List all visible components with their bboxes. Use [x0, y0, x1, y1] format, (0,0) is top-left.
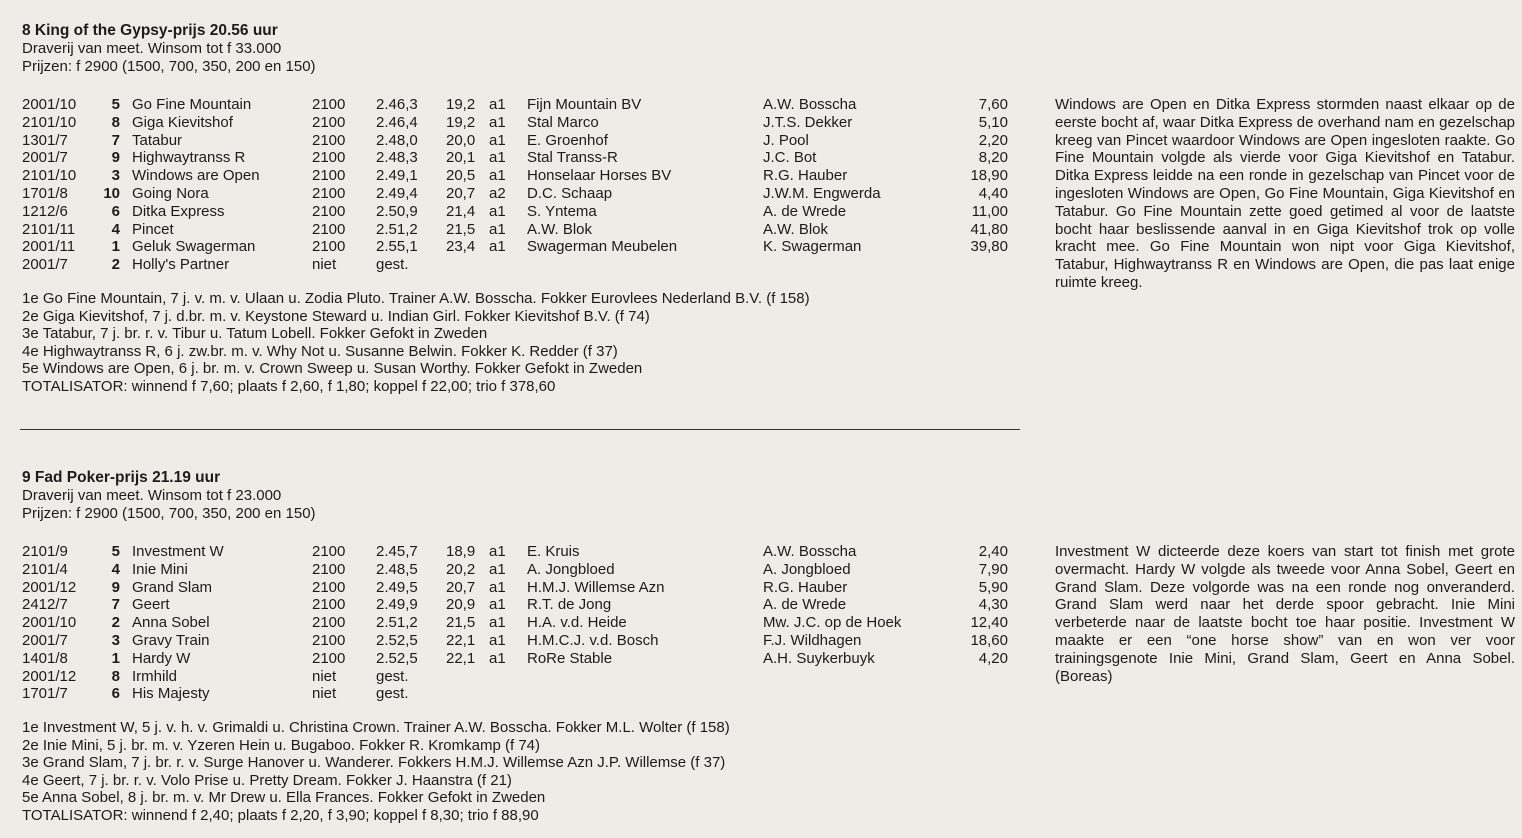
km-time: 20,5	[446, 167, 476, 185]
owner: A.W. Blok	[527, 220, 593, 238]
distance: 2100	[312, 131, 346, 149]
start-number: 6	[111, 202, 120, 220]
result-row	[22, 668, 1022, 686]
result-row	[22, 596, 1022, 614]
form-code: 2001/10	[22, 614, 77, 632]
start-position: a1	[489, 614, 506, 632]
form-code: 2001/7	[22, 631, 68, 649]
owner: Stal Transs-R	[527, 149, 618, 167]
distance: niet	[312, 685, 337, 703]
start-position: a1	[489, 202, 506, 220]
horse-name: Inie Mini	[132, 560, 188, 578]
race-time: 2.46,3	[376, 96, 418, 113]
km-time: 21,4	[446, 202, 476, 220]
race-time: 2.48,0	[376, 131, 418, 149]
distance: 2100	[312, 96, 346, 113]
form-code: 2101/10	[22, 167, 77, 185]
race-title: 9 Fad Poker-prijs 21.19 uur	[22, 469, 221, 486]
race-time: 2.52,5	[376, 649, 418, 667]
horse-name: Geert	[132, 596, 170, 614]
driver: F.J. Wildhagen	[763, 631, 862, 649]
owner: Honselaar Horses BV	[527, 167, 672, 185]
form-code: 2101/9	[22, 543, 68, 560]
start-position: a1	[489, 631, 506, 649]
race-time: 2.49,9	[376, 596, 418, 614]
start-number: 5	[111, 543, 120, 560]
km-time: 19,2	[446, 96, 476, 113]
start-number: 7	[111, 131, 120, 149]
distance: 2100	[312, 631, 346, 649]
result-row	[22, 221, 1022, 239]
km-time: 20,0	[446, 131, 476, 149]
start-position: a1	[489, 149, 506, 167]
race-time: 2.48,3	[376, 149, 418, 167]
result-row	[22, 167, 1022, 185]
placing-line: 3e Tatabur, 7 j. br. r. v. Tibur u. Tatum Lobell. Fokker Gefokt in Zweden	[22, 325, 488, 343]
odds: 4,40	[978, 184, 1008, 202]
owner: H.A. v.d. Heide	[527, 614, 627, 632]
distance: 2100	[312, 220, 346, 238]
driver: Mw. J.C. op de Hoek	[763, 614, 902, 632]
start-number: 2	[111, 614, 120, 632]
race-9-section	[22, 469, 1517, 824]
start-number: 3	[111, 631, 120, 649]
start-number: 8	[111, 113, 120, 131]
km-time: 20,9	[446, 596, 476, 614]
result-row	[22, 650, 1022, 668]
horse-name: His Majesty	[132, 685, 210, 703]
form-code: 1301/7	[22, 131, 68, 149]
horse-name: Giga Kievitshof	[132, 113, 233, 131]
odds: 4,30	[978, 596, 1008, 614]
result-row	[22, 614, 1022, 632]
distance: 2100	[312, 113, 346, 131]
driver: A.H. Suykerbuyk	[763, 649, 875, 667]
start-position: a2	[489, 184, 506, 202]
result-row	[22, 149, 1022, 167]
start-number: 1	[111, 649, 120, 667]
odds: 18,90	[970, 167, 1008, 185]
race-time: gest.	[376, 256, 409, 274]
race-time: 2.51,2	[376, 220, 418, 238]
result-row	[22, 114, 1022, 132]
start-position: a1	[489, 560, 506, 578]
form-code: 1212/6	[22, 202, 68, 220]
race-time: gest.	[376, 685, 409, 703]
placing-line: 4e Geert, 7 j. br. r. v. Volo Prise u. Pretty Dream. Fokker J. Haanstra (f 21)	[22, 771, 512, 789]
distance: 2100	[312, 149, 346, 167]
totalisator-line: TOTALISATOR: winnend f 7,60; plaats f 2,60, f 1,80; koppel f 22,00; trio f 378,60	[22, 377, 556, 395]
distance: 2100	[312, 167, 346, 185]
horse-name: Irmhild	[132, 667, 178, 685]
start-position: a1	[489, 596, 506, 614]
odds: 2,20	[978, 131, 1008, 149]
horse-name: Pincet	[132, 220, 174, 238]
race-8-section	[22, 22, 1517, 395]
placing-line: 1e Go Fine Mountain, 7 j. v. m. v. Ulaan u. Zodia Pluto. Trainer A.W. Bosscha. Fokker Eurovlees Nederland B.V. (f 158)	[22, 290, 810, 307]
horse-name: Hardy W	[132, 649, 191, 667]
horse-name: Investment W	[132, 543, 224, 560]
start-number: 6	[111, 685, 120, 703]
form-code: 2001/10	[22, 96, 77, 113]
start-position: a1	[489, 96, 506, 113]
distance: 2100	[312, 578, 346, 596]
km-time: 20,7	[446, 578, 476, 596]
race-time: 2.55,1	[376, 238, 418, 256]
driver: A.W. Bosscha	[763, 96, 857, 113]
km-time: 22,1	[446, 649, 476, 667]
race-time: 2.49,5	[376, 578, 418, 596]
driver: A. Jongbloed	[763, 560, 851, 578]
placing-line: 2e Giga Kievitshof, 7 j. d.br. m. v. Keystone Steward u. Indian Girl. Fokker Kievitshof B.V. (f 74)	[22, 307, 650, 325]
owner: E. Groenhof	[527, 131, 608, 149]
odds: 41,80	[970, 220, 1008, 238]
owner: Swagerman Meubelen	[527, 238, 678, 256]
start-position: a1	[489, 167, 506, 185]
start-number: 5	[111, 96, 120, 113]
race-prizes: Prijzen: f 2900 (1500, 700, 350, 200 en 150)	[22, 504, 316, 522]
driver: A.W. Blok	[763, 220, 829, 238]
form-code: 1701/8	[22, 184, 68, 202]
driver: K. Swagerman	[763, 238, 862, 256]
form-code: 1401/8	[22, 649, 68, 667]
race-time: 2.49,4	[376, 184, 418, 202]
start-position: a1	[489, 131, 506, 149]
totalisator-line: TOTALISATOR: winnend f 2,40; plaats f 2,20, f 3,90; koppel f 8,30; trio f 88,90	[22, 806, 539, 824]
placing-line: 3e Grand Slam, 7 j. br. r. v. Surge Hanover u. Wanderer. Fokkers H.M.J. Willemse Azn J.P. Willemse (f 37)	[22, 754, 726, 772]
distance: niet	[312, 256, 337, 274]
distance: 2100	[312, 596, 346, 614]
form-code: 2101/11	[22, 220, 76, 238]
form-code: 2101/4	[22, 560, 68, 578]
odds: 12,40	[970, 614, 1008, 632]
owner: R.T. de Jong	[527, 596, 612, 614]
start-number: 9	[111, 578, 120, 596]
placing-line: 4e Highwaytranss R, 6 j. zw.br. m. v. Why Not u. Susanne Belwin. Fokker K. Redder (f 37)	[22, 342, 618, 360]
odds: 39,80	[970, 238, 1008, 256]
km-time: 19,2	[446, 113, 476, 131]
odds: 2,40	[978, 543, 1008, 560]
race-time: gest.	[376, 667, 409, 685]
owner: Fijn Mountain BV	[527, 96, 642, 113]
start-number: 2	[111, 256, 120, 274]
start-number: 10	[103, 184, 120, 202]
odds: 11,00	[971, 202, 1008, 220]
result-row	[22, 685, 1022, 703]
race-time: 2.45,7	[376, 543, 418, 560]
form-code: 2412/7	[22, 596, 68, 614]
result-row	[22, 132, 1022, 150]
distance: 2100	[312, 238, 346, 256]
race-conditions: Draverij van meet. Winsom tot f 33.000	[22, 40, 282, 57]
race-time: 2.52,5	[376, 631, 418, 649]
start-number: 4	[111, 560, 120, 578]
start-number: 9	[111, 149, 120, 167]
km-time: 20,2	[446, 560, 476, 578]
horse-name: Ditka Express	[132, 202, 225, 220]
race-report: Windows are Open en Ditka Express stormden naast elkaar op de eerste bocht af, waar Ditka Express de overhand nam en gezelschap kreeg van Pincet waardoor Windows are Open ingesloten raakte. Go Fine Mountain volgde als vierde voor Giga Kievitshof en Tatabur. Ditka Express leidde na een ronde in gezelschap van Pincet voor de ingesloten Windows are Open, Go Fine Mountain, Giga Kievitshof en Tatabur. Go Fine Mountain zette goed getimed al voor de laatste bocht haar beslissende aanval in en Giga Kievitshof trok op volle kracht mee. Go Fine Mountain won nipt voor Giga Kievitshof, Tatabur, Highwaytranss R en Windows are Open, die pas laat enige ruimte kreeg.	[1055, 96, 1515, 291]
distance: 2100	[312, 543, 346, 560]
driver: A. de Wrede	[763, 596, 847, 614]
race-time: 2.48,5	[376, 560, 418, 578]
odds: 18,60	[970, 631, 1008, 649]
placings-list	[22, 719, 922, 825]
distance: niet	[312, 667, 337, 685]
horse-name: Highwaytranss R	[132, 149, 246, 167]
owner: Stal Marco	[527, 113, 599, 131]
distance: 2100	[312, 202, 346, 220]
section-divider	[20, 429, 1020, 430]
horse-name: Geluk Swagerman	[132, 238, 256, 256]
odds: 7,60	[978, 96, 1008, 113]
distance: 2100	[312, 184, 346, 202]
form-code: 2001/11	[22, 238, 76, 256]
form-code: 2001/7	[22, 256, 68, 274]
odds: 5,90	[978, 578, 1008, 596]
owner: S. Yntema	[527, 202, 597, 220]
km-time: 23,4	[446, 238, 476, 256]
results-table	[22, 96, 1022, 274]
km-time: 22,1	[446, 631, 476, 649]
form-code: 2101/10	[22, 113, 77, 131]
result-row	[22, 561, 1022, 579]
horse-name: Go Fine Mountain	[132, 96, 252, 113]
form-code: 2001/12	[22, 667, 77, 685]
distance: 2100	[312, 614, 346, 632]
race-prizes: Prijzen: f 2900 (1500, 700, 350, 200 en 150)	[22, 57, 316, 75]
owner: H.M.J. Willemse Azn	[527, 578, 665, 596]
driver: R.G. Hauber	[763, 167, 848, 185]
race-time: 2.49,1	[376, 167, 418, 185]
driver: A. de Wrede	[763, 202, 847, 220]
km-time: 18,9	[446, 543, 476, 560]
km-time: 21,5	[446, 614, 476, 632]
start-number: 3	[111, 167, 120, 185]
horse-name: Grand Slam	[132, 578, 213, 596]
distance: 2100	[312, 560, 346, 578]
horse-name: Holly's Partner	[132, 256, 230, 274]
horse-name: Windows are Open	[132, 167, 260, 185]
form-code: 2001/12	[22, 578, 77, 596]
start-number: 1	[111, 238, 120, 256]
distance: 2100	[312, 649, 346, 667]
horse-name: Going Nora	[132, 184, 209, 202]
driver: R.G. Hauber	[763, 578, 848, 596]
driver: A.W. Bosscha	[763, 543, 857, 560]
owner: A. Jongbloed	[527, 560, 615, 578]
form-code: 1701/7	[22, 685, 68, 703]
owner: E. Kruis	[527, 543, 580, 560]
start-position: a1	[489, 113, 506, 131]
odds: 7,90	[978, 560, 1008, 578]
driver: J. Pool	[763, 131, 809, 149]
horse-name: Gravy Train	[132, 631, 210, 649]
start-number: 4	[111, 220, 120, 238]
start-position: a1	[489, 238, 506, 256]
start-number: 7	[111, 596, 120, 614]
result-row	[22, 96, 1022, 114]
result-row	[22, 238, 1022, 256]
placing-line: 5e Windows are Open, 6 j. br. m. v. Crown Sweep u. Susan Worthy. Fokker Gefokt in Zweden	[22, 360, 643, 378]
horse-name: Tatabur	[132, 131, 183, 149]
start-position: a1	[489, 578, 506, 596]
start-position: a1	[489, 543, 506, 560]
horse-name: Anna Sobel	[132, 614, 210, 632]
owner: D.C. Schaap	[527, 184, 613, 202]
race-time: 2.51,2	[376, 614, 418, 632]
result-row	[22, 579, 1022, 597]
placings-list	[22, 290, 922, 396]
race-report: Investment W dicteerde deze koers van start tot finish met grote overmacht. Hardy W volgde als tweede voor Anna Sobel, Geert en Grand Slam. Deze volgorde was na een ronde nog onveranderd. Grand Slam werd naar het derde spoor gebracht. Inie Mini verbeterde naar de laatste bocht toe haar positie. Investment W maakte er een “one horse show” van en won ver voor trainingsgenote Inie Mini, Grand Slam, Geert en Anna Sobel. (Boreas)	[1055, 543, 1515, 685]
race-time: 2.50,9	[376, 202, 418, 220]
km-time: 21,5	[446, 220, 476, 238]
race-conditions: Draverij van meet. Winsom tot f 23.000	[22, 487, 282, 504]
km-time: 20,1	[446, 149, 476, 167]
race-time: 2.46,4	[376, 113, 418, 131]
result-row	[22, 185, 1022, 203]
placing-line: 2e Inie Mini, 5 j. br. m. v. Yzeren Hein u. Bugaboo. Fokker R. Kromkamp (f 74)	[22, 736, 540, 754]
owner: RoRe Stable	[527, 649, 613, 667]
start-position: a1	[489, 220, 506, 238]
odds: 8,20	[978, 149, 1008, 167]
result-row	[22, 203, 1022, 221]
driver: J.W.M. Engwerda	[763, 184, 881, 202]
driver: J.C. Bot	[763, 149, 817, 167]
race-title: 8 King of the Gypsy-prijs 20.56 uur	[22, 22, 278, 39]
placing-line: 1e Investment W, 5 j. v. h. v. Grimaldi u. Christina Crown. Trainer A.W. Bosscha. Fokker M.L. Wolter (f 158)	[22, 719, 730, 736]
owner: H.M.C.J. v.d. Bosch	[527, 631, 659, 649]
driver: J.T.S. Dekker	[763, 113, 853, 131]
result-row	[22, 632, 1022, 650]
odds: 5,10	[978, 113, 1008, 131]
results-table	[22, 543, 1022, 703]
start-position: a1	[489, 649, 506, 667]
start-number: 8	[111, 667, 120, 685]
odds: 4,20	[978, 649, 1008, 667]
placing-line: 5e Anna Sobel, 8 j. br. m. v. Mr Drew u. Ella Frances. Fokker Gefokt in Zweden	[22, 789, 546, 807]
result-row	[22, 256, 1022, 274]
form-code: 2001/7	[22, 149, 68, 167]
km-time: 20,7	[446, 184, 476, 202]
result-row	[22, 543, 1022, 561]
